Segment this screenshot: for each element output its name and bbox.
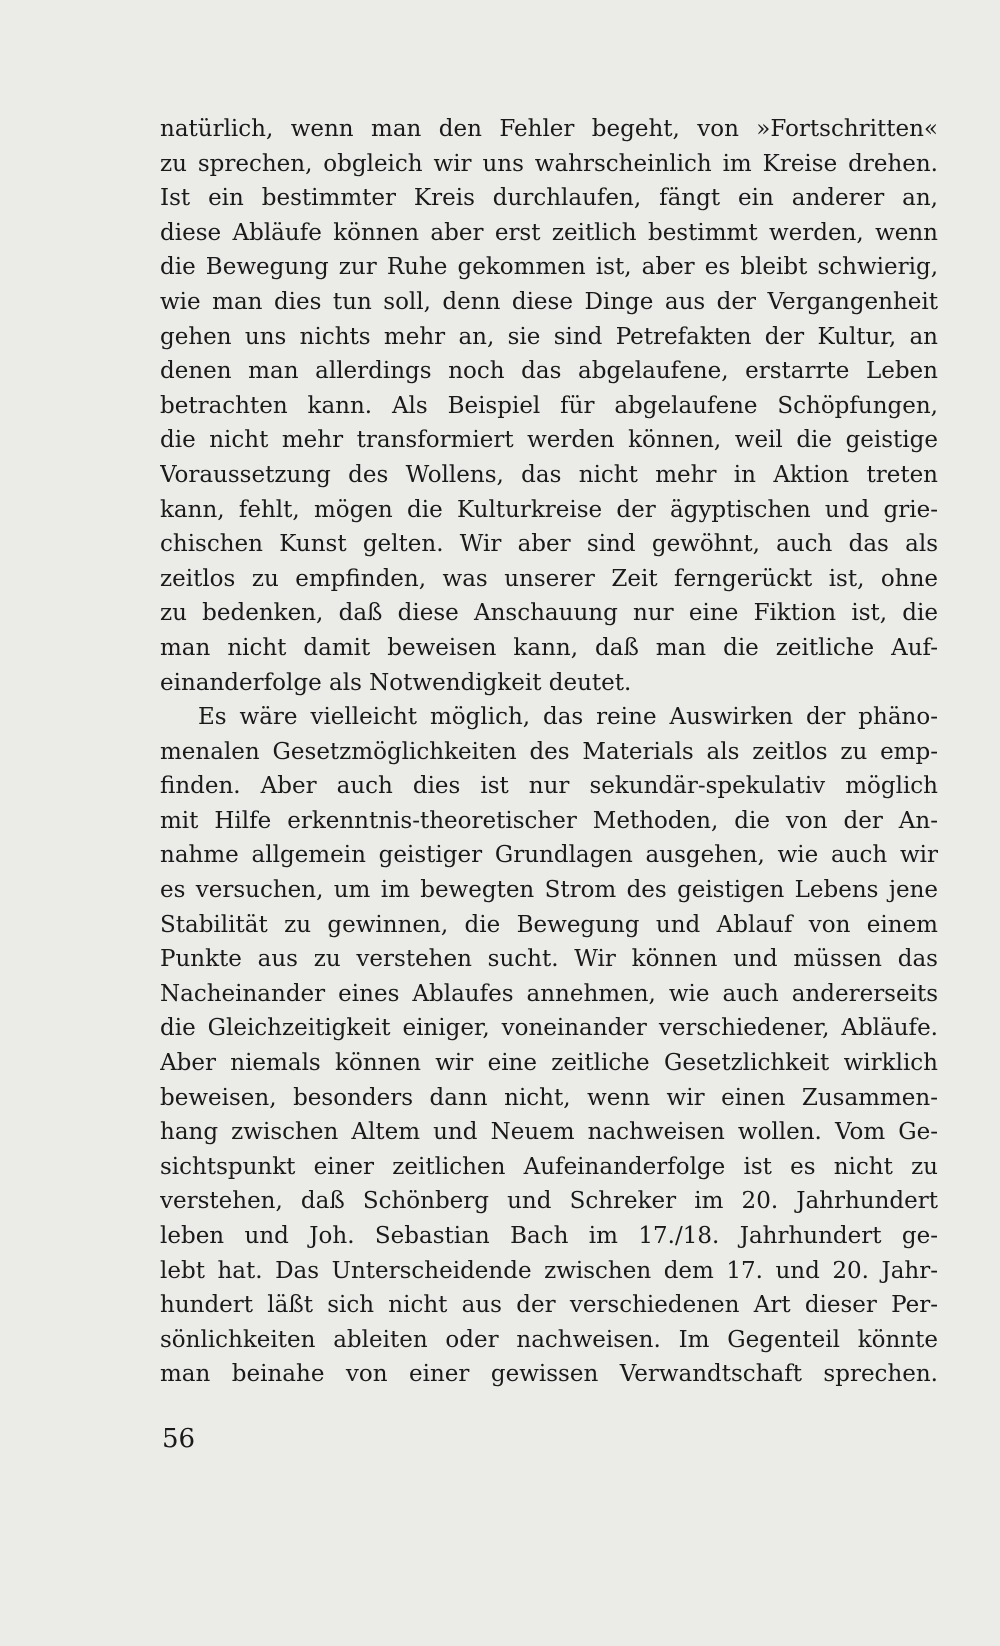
text-line: leben und Joh. Sebastian Bach im 17./18. Jahrhundert ge- [160,1223,938,1249]
text-line: Nacheinander eines Ablaufes annehmen, wie auch andererseits [160,980,938,1007]
page-number: 56 [162,1424,196,1454]
text-line: man beinahe von einer gewissen Verwandtschaft sprechen. [160,1361,938,1388]
text-line: sönlichkeiten ableiten oder nachweisen. Im Gegenteil könnte [160,1326,938,1353]
text-line: Voraussetzung des Wollens, das nicht mehr in Aktion treten [160,461,938,488]
text-line: lebt hat. Das Unterscheidende zwischen dem 17. und 20. Jahr- [160,1257,938,1284]
text-line: denen man allerdings noch das abgelaufene, erstarrte Leben [160,358,938,385]
text-line: die Bewegung zur Ruhe gekommen ist, aber es bleibt schwierig, [160,254,938,281]
text-line: nahme allgemein geistiger Grundlagen ausgehen, wie auch wir [160,842,938,869]
text-line: wie man dies tun soll, denn diese Dinge aus der Vergangenheit [160,288,938,315]
text-line: die Gleichzeitigkeit einiger, voneinander verschiedener, Abläufe. [160,1015,938,1042]
text-line: beweisen, besonders dann nicht, wenn wir einen Zusammen- [160,1084,938,1111]
text-line: menalen Gesetzmöglichkeiten des Materials als zeitlos zu emp- [160,738,938,765]
text-line: hundert läßt sich nicht aus der verschiedenen Art dieser Per- [160,1292,938,1319]
text-line: Stabilität zu gewinnen, die Bewegung und Ablauf von einem [160,911,938,938]
text-line: gehen uns nichts mehr an, sie sind Petrefakten der Kultur, an [160,323,938,350]
text-line: natürlich, wenn man den Fehler begeht, von »Fortschritten« [160,116,938,142]
text-line: sichtspunkt einer zeitlichen Aufeinanderfolge ist es nicht zu [160,1153,938,1180]
text-line: es versuchen, um im bewegten Strom des geistigen Lebens jene [160,877,938,904]
text-line: Punkte aus zu verstehen sucht. Wir können und müssen das [160,946,938,973]
text-line: betrachten kann. Als Beispiel für abgelaufene Schöpfungen, [160,392,938,419]
text-line: Ist ein bestimmter Kreis durchlaufen, fängt ein anderer an, [160,185,938,212]
text-line: hang zwischen Altem und Neuem nachweisen wollen. Vom Ge- [160,1119,938,1146]
text-line: kann, fehlt, mögen die Kulturkreise der ägyptischen und grie- [160,496,938,523]
text-line: Aber niemals können wir eine zeitliche Gesetzlichkeit wirklich [160,1050,938,1077]
text-line: zu sprechen, obgleich wir uns wahrscheinlich im Kreise drehen. [160,150,938,177]
body-text [160,112,938,1392]
text-line: diese Abläufe können aber erst zeitlich bestimmt werden, wenn [160,219,938,246]
text-line: verstehen, daß Schönberg und Schreker im 20. Jahrhundert [160,1188,938,1215]
text-line: finden. Aber auch dies ist nur sekundär-spekulativ möglich [160,773,938,800]
text-line: zeitlos zu empfinden, was unserer Zeit ferngerückt ist, ohne [160,565,938,592]
text-line: mit Hilfe erkenntnis-theoretischer Methoden, die von der An- [160,807,938,834]
text-line: einanderfolge als Notwendigkeit deutet. [160,669,632,696]
text-line: Es wäre vielleicht möglich, das reine Auswirken der phäno- [198,704,938,731]
text-line: man nicht damit beweisen kann, daß man die zeitliche Auf- [160,634,938,661]
text-line: chischen Kunst gelten. Wir aber sind gewöhnt, auch das als [160,531,938,558]
text-line: zu bedenken, daß diese Anschauung nur eine Fiktion ist, die [160,600,938,627]
text-line: die nicht mehr transformiert werden können, weil die geistige [160,427,938,454]
